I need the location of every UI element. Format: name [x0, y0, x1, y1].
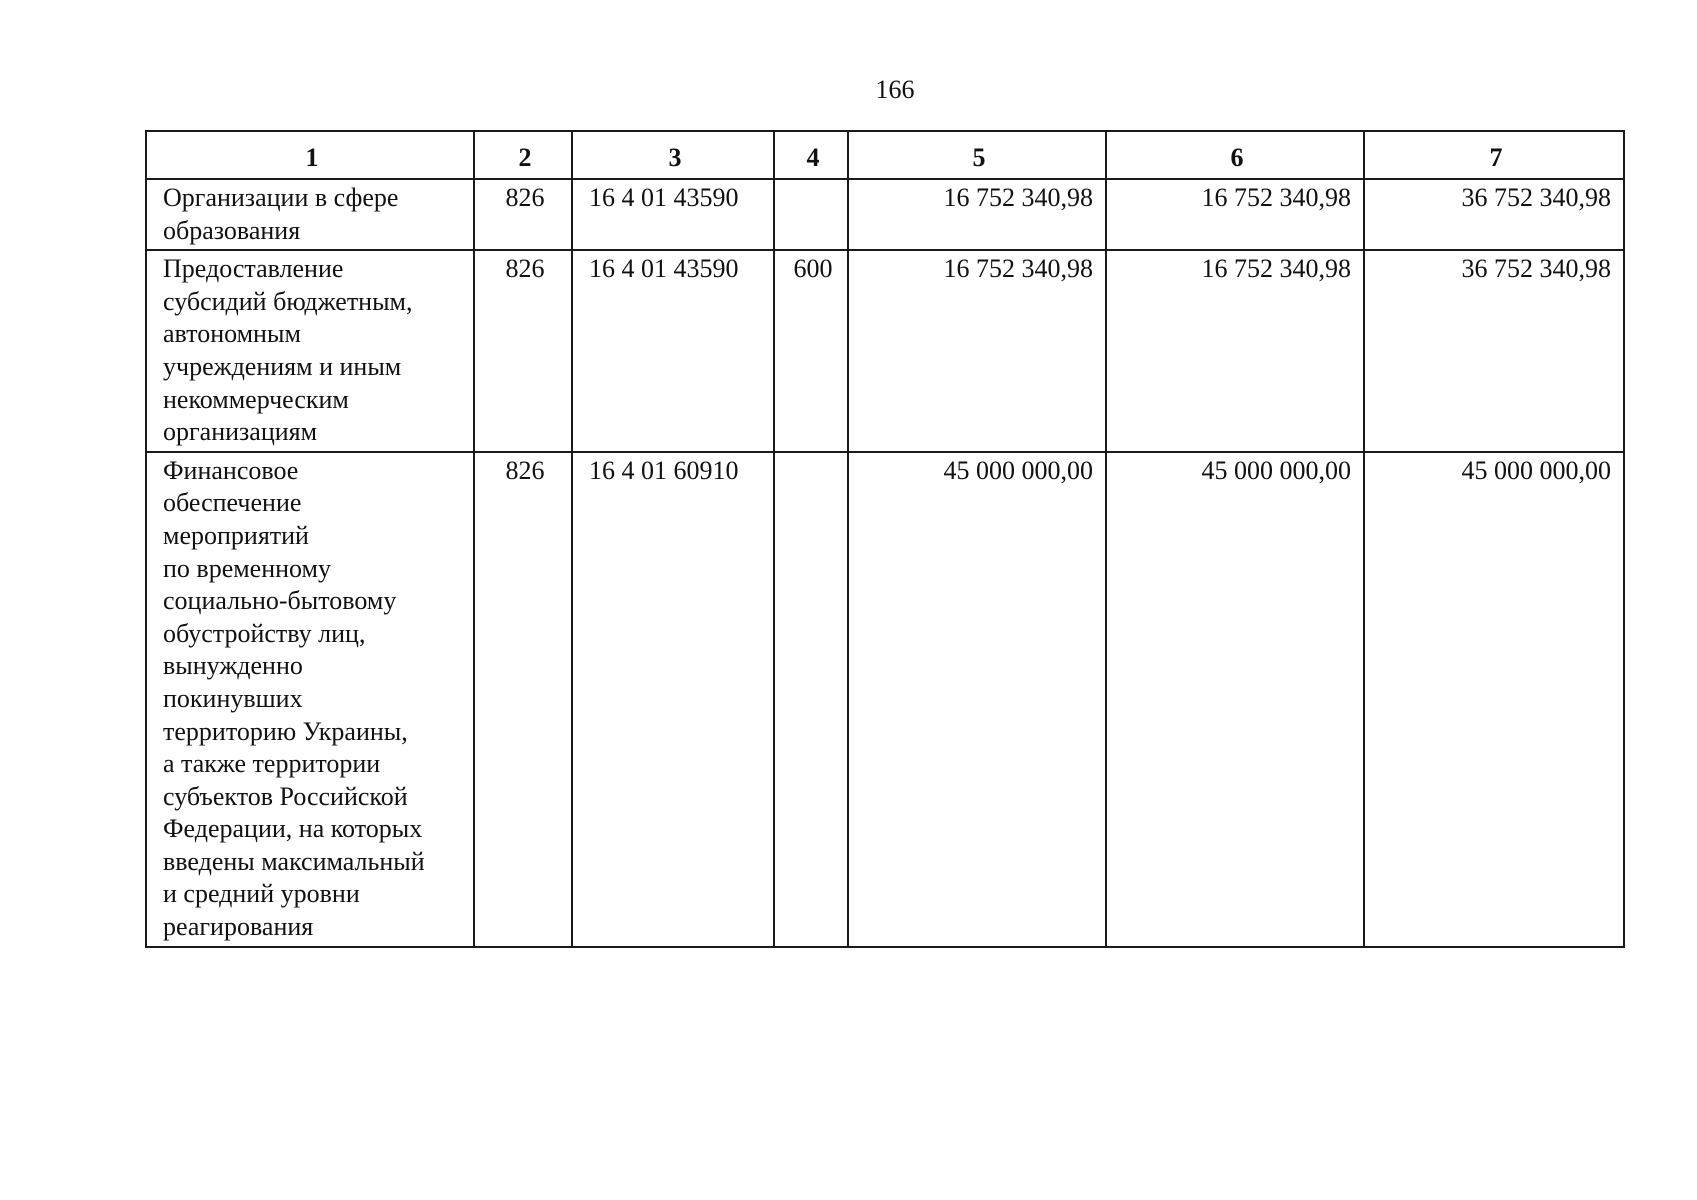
- row-csr-cell: 16 4 01 43590: [572, 250, 774, 452]
- row-sum1-cell: 45 000 000,00: [848, 452, 1106, 947]
- column-header-5: 5: [848, 131, 1106, 179]
- row-sum3-cell: 45 000 000,00: [1364, 452, 1624, 947]
- column-header-6: 6: [1106, 131, 1364, 179]
- row-name-cell: Предоставление субсидий бюджетным, автономным учреждениям и иным некоммерческим организациям: [146, 250, 474, 452]
- row-grbs-cell: 826: [474, 179, 572, 250]
- row-sum3-cell: 36 752 340,98: [1364, 250, 1624, 452]
- column-header-1: 1: [146, 131, 474, 179]
- row-csr-cell: 16 4 01 60910: [572, 452, 774, 947]
- table-row: [146, 250, 1624, 452]
- row-sum1-cell: 16 752 340,98: [848, 250, 1106, 452]
- header-row: [146, 131, 1624, 179]
- budget-table: [145, 130, 1625, 948]
- row-name-cell: Организации в сфере образования: [146, 179, 474, 250]
- row-grbs-cell: 826: [474, 452, 572, 947]
- row-name-cell: Финансовое обеспечение мероприятий по временному социально-бытовому обустройству лиц, вынужденно покинувших территорию Украины, а также территории субъектов Российской Федерации, на которых введены максимальный и средний уровни реагирования: [146, 452, 474, 947]
- row-sum3-cell: 36 752 340,98: [1364, 179, 1624, 250]
- row-csr-cell: 16 4 01 43590: [572, 179, 774, 250]
- row-sum2-cell: 16 752 340,98: [1106, 179, 1364, 250]
- row-vr-cell: [774, 452, 848, 947]
- row-vr-cell: [774, 179, 848, 250]
- row-sum2-cell: 16 752 340,98: [1106, 250, 1364, 452]
- column-header-4: 4: [774, 131, 848, 179]
- column-header-2: 2: [474, 131, 572, 179]
- row-grbs-cell: 826: [474, 250, 572, 452]
- table-row: [146, 452, 1624, 947]
- table-row: [146, 179, 1624, 250]
- column-header-7: 7: [1364, 131, 1624, 179]
- row-sum2-cell: 45 000 000,00: [1106, 452, 1364, 947]
- page-number: 166: [875, 75, 915, 104]
- row-vr-cell: 600: [774, 250, 848, 452]
- column-header-3: 3: [572, 131, 774, 179]
- row-sum1-cell: 16 752 340,98: [848, 179, 1106, 250]
